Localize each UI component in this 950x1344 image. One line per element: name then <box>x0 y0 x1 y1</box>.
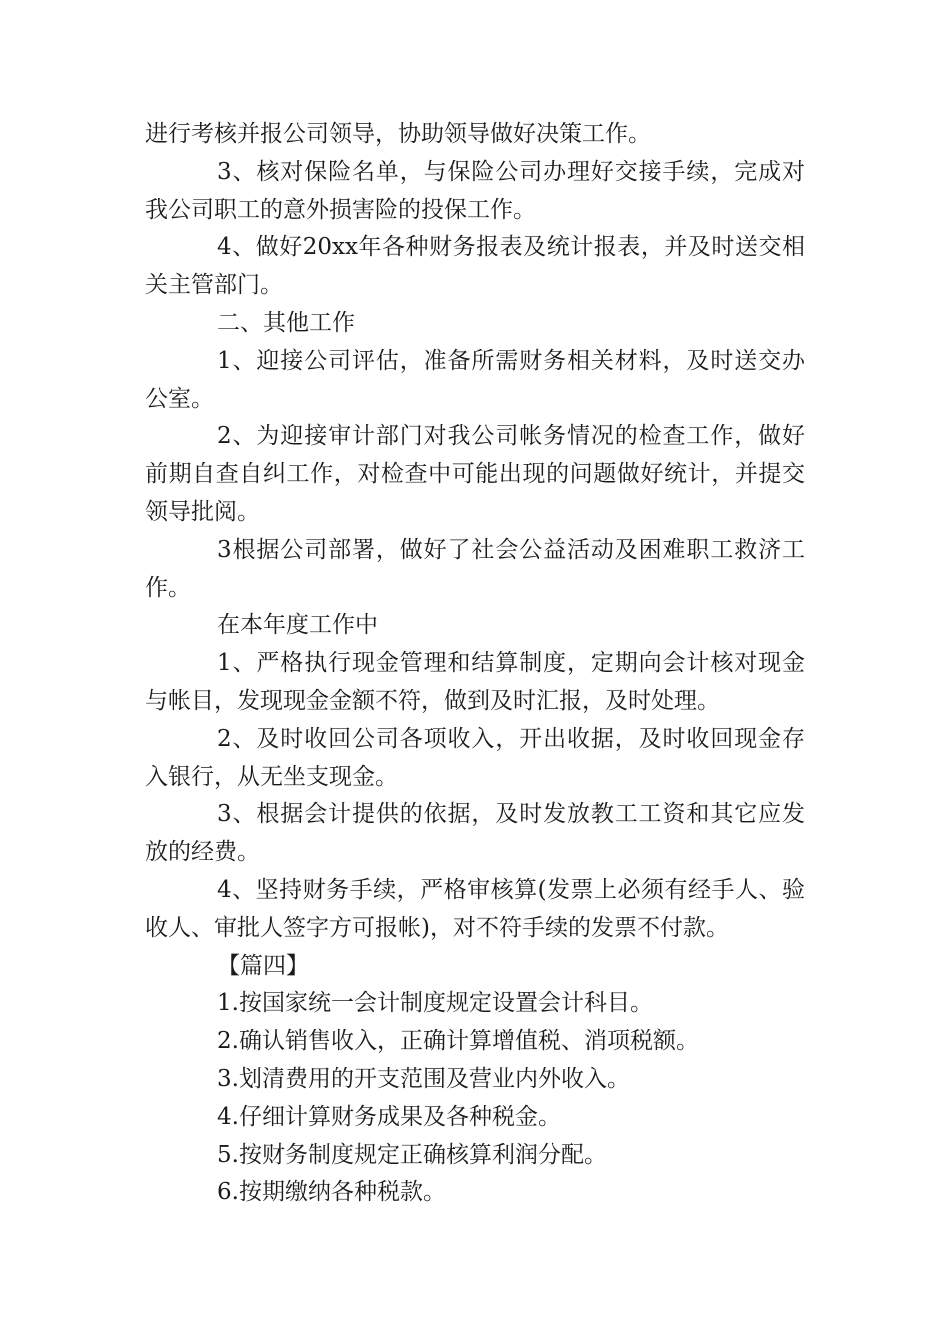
paragraph-7: 3根据公司部署，做好了社会公益活动及困难职工救济工作。 <box>145 536 805 601</box>
paragraph-11: 3、根据会计提供的依据，及时发放教工工资和其它应发放的经费。 <box>145 801 805 866</box>
list-item-1: 1.按国家统一会计制度规定设置会计科目。 <box>217 990 653 1017</box>
list-item-4: 4.仔细计算财务成果及各种税金。 <box>217 1103 561 1130</box>
paragraph-6: 2、为迎接审计部门对我公司帐务情况的检查工作，做好前期自查自纠工作，对检查中可能出现的问题做好统计，并提交领导批阅。 <box>145 423 805 525</box>
paragraph-2: 3、核对保险名单，与保险公司办理好交接手续，完成对我公司职工的意外损害险的投保工作。 <box>145 158 805 223</box>
list-item-5: 5.按财务制度规定正确核算利润分配。 <box>217 1141 607 1168</box>
paragraph-12: 4、坚持财务手续，严格审核算(发票上必须有经手人、验收人、审批人签字方可报帐)，对不符手续的发票不付款。 <box>145 876 805 941</box>
list-item-3: 3.划清费用的开支范围及营业内外收入。 <box>217 1065 630 1092</box>
paragraph-10: 2、及时收回公司各项收入，开出收据，及时收回现金存入银行，从无坐支现金。 <box>145 725 805 790</box>
paragraph-3: 4、做好20xx年各种财务报表及统计报表，并及时送交相关主管部门。 <box>145 234 805 299</box>
paragraph-1: 进行考核并报公司领导，协助领导做好决策工作。 <box>145 121 651 147</box>
paragraph-5: 1、迎接公司评估，准备所需财务相关材料，及时送交办公室。 <box>145 347 805 412</box>
list-item-2: 2.确认销售收入，正确计算增值税、消项税额。 <box>217 1028 699 1055</box>
paragraph-9: 1、严格执行现金管理和结算制度，定期向会计核对现金与帐目，发现现金金额不符，做到及时汇报，及时处理。 <box>145 650 805 714</box>
paragraph-8: 在本年度工作中 <box>217 612 378 639</box>
list-item-6: 6.按期缴纳各种税款。 <box>217 1179 446 1206</box>
section-heading-other-work: 二、其他工作 <box>217 309 355 336</box>
document-body <box>145 116 805 1212</box>
section-heading-part-four: 【篇四】 <box>217 952 309 979</box>
